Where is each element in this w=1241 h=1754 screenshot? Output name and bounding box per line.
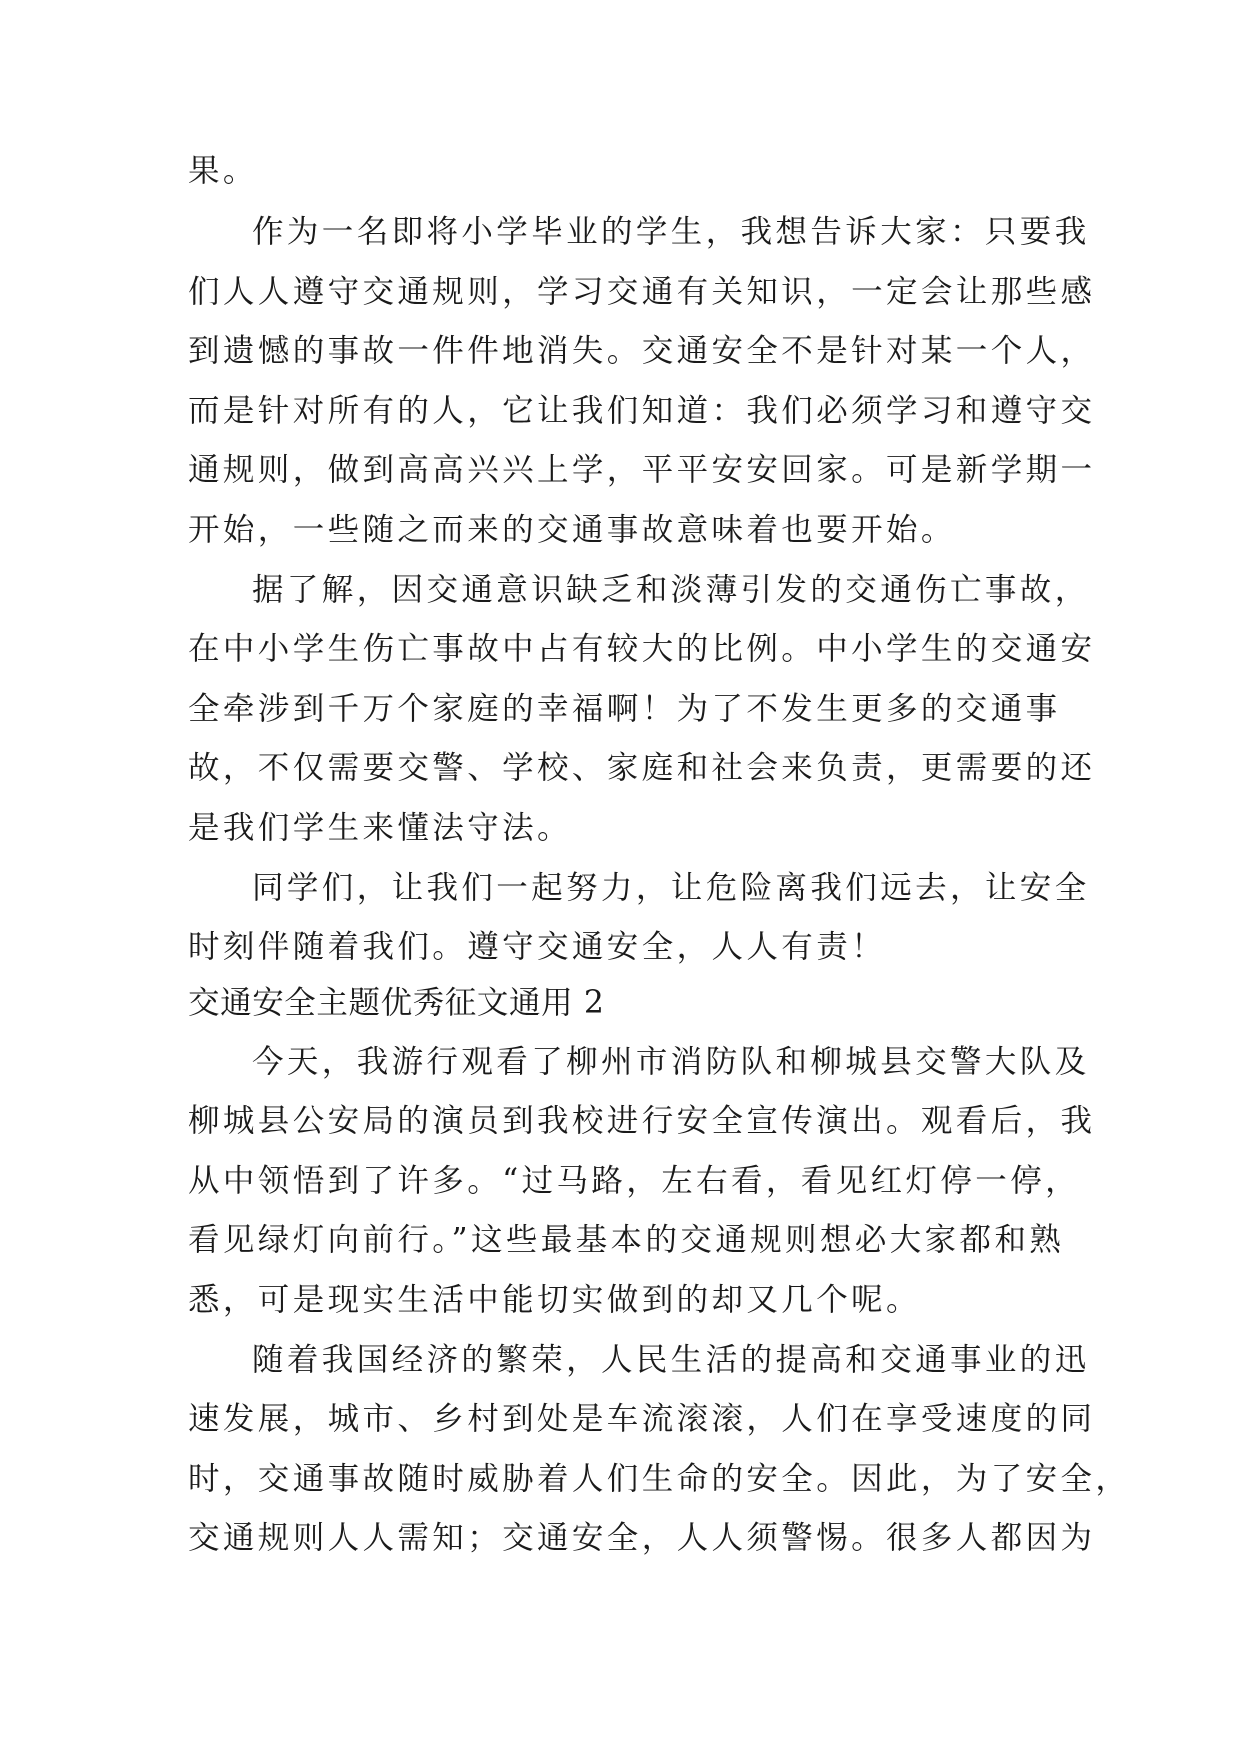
text-line: 时，交通事故随时威胁着人们生命的安全。因此，为了安全， [188,1461,1131,1497]
paragraph-first-line: 据了解，因交通意识缺乏和淡薄引发的交通伤亡事故， [252,572,1090,608]
paragraph-first-line: 同学们，让我们一起努力，让危险离我们远去，让安全 [252,870,1090,906]
text-line: 从中领悟到了许多。“过马路，左右看，看见红灯停一停， [188,1163,1081,1199]
text-line: 们人人遵守交通规则，学习交通有关知识，一定会让那些感 [188,274,1096,310]
text-line: 看见绿灯向前行。”这些最基本的交通规则想必大家都和熟 [188,1222,1065,1258]
text-line: 在中小学生伤亡事故中占有较大的比例。中小学生的交通安 [188,631,1096,667]
text-line: 通规则，做到高高兴兴上学，平平安安回家。可是新学期一 [188,452,1096,488]
text-line: 开始，一些随之而来的交通事故意味着也要开始。 [188,512,956,548]
section-heading: 交通安全主题优秀征文通用 2 [188,985,605,1021]
text-line: 故，不仅需要交警、学校、家庭和社会来负责，更需要的还 [188,750,1096,786]
text-line: 果。 [188,153,258,189]
text-line: 悉，可是现实生活中能切实做到的却又几个呢。 [188,1282,921,1318]
text-line: 是我们学生来懂法守法。 [188,810,572,846]
text-line: 而是针对所有的人，它让我们知道：我们必须学习和遵守交 [188,393,1096,429]
text-line: 到遗憾的事故一件件地消失。交通安全不是针对某一个人， [188,333,1096,369]
text-line: 速发展，城市、乡村到处是车流滚滚，人们在享受速度的同 [188,1401,1096,1437]
text-line: 交通规则人人需知；交通安全，人人须警惕。很多人都因为 [188,1520,1096,1556]
paragraph-first-line: 今天，我游行观看了柳州市消防队和柳城县交警大队及 [252,1044,1090,1080]
paragraph-first-line: 随着我国经济的繁荣，人民生活的提高和交通事业的迅 [252,1342,1090,1378]
text-line: 柳城县公安局的演员到我校进行安全宣传演出。观看后，我 [188,1103,1096,1139]
text-line: 全牵涉到千万个家庭的幸福啊！为了不发生更多的交通事 [188,691,1061,727]
paragraph-first-line: 作为一名即将小学毕业的学生，我想告诉大家：只要我 [252,214,1090,250]
text-line: 时刻伴随着我们。遵守交通安全，人人有责！ [188,929,887,965]
